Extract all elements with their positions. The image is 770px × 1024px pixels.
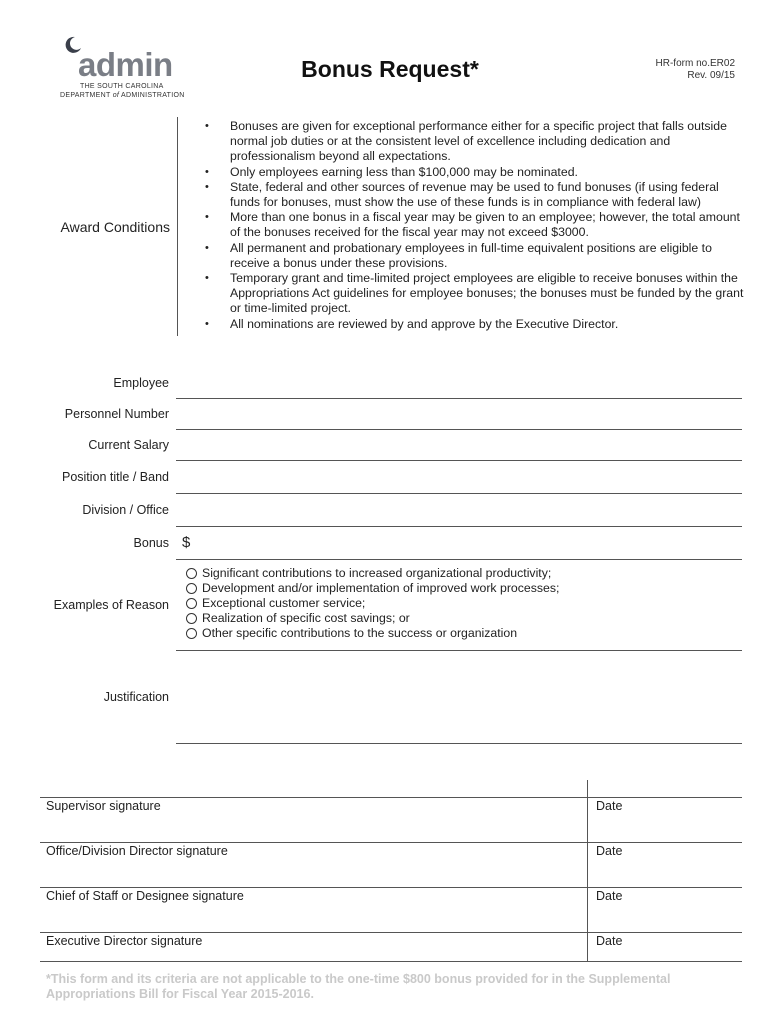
radio-button-icon[interactable]	[186, 568, 197, 579]
footnote: *This form and its criteria are not applicable to the one-time $800 bonus provided for in the Supplemental Appropriations Bill for Fiscal Year 2015-2016.	[46, 972, 671, 1001]
examples-of-reason-label: Examples of Reason	[53, 598, 169, 612]
division-office-label: Division / Office	[82, 503, 169, 517]
condition-item: • Only employees earning less than $100,000 may be nominated.	[205, 165, 745, 180]
personnel-number-label: Personnel Number	[64, 407, 169, 421]
position-title-field[interactable]	[176, 493, 742, 494]
logo-line-1: THE SOUTH CAROLINA	[80, 83, 164, 90]
radio-button-icon[interactable]	[186, 628, 197, 639]
signature-row-top-line	[40, 797, 742, 798]
form-number	[656, 58, 735, 82]
logo-wordmark: admin	[78, 46, 173, 83]
reason-option[interactable]: Realization of specific cost savings; or	[186, 611, 736, 626]
executive-director-signature-field[interactable]	[40, 961, 742, 962]
award-conditions-list	[205, 119, 745, 332]
director-signature-field[interactable]	[40, 887, 742, 888]
executive-director-signature-label: Executive Director signature	[46, 934, 203, 948]
employee-label: Employee	[113, 376, 169, 390]
department-logo	[58, 36, 193, 102]
radio-button-icon[interactable]	[186, 583, 197, 594]
supervisor-date-label: Date	[596, 799, 623, 813]
chief-of-staff-signature-field[interactable]	[40, 932, 742, 933]
reason-option[interactable]: Other specific contributions to the success or organization	[186, 626, 736, 641]
reason-option[interactable]: Significant contributions to increased organizational productivity;	[186, 566, 736, 581]
form-revision: Rev. 09/15	[687, 70, 735, 81]
condition-item: • All permanent and probationary employees in full-time equivalent positions are eligible to receive a bonus under these provisions.	[205, 241, 745, 271]
condition-item: • All nominations are reviewed by and approve by the Executive Director.	[205, 317, 745, 332]
radio-button-icon[interactable]	[186, 598, 197, 609]
reason-option[interactable]: Exceptional customer service;	[186, 596, 736, 611]
employee-field[interactable]	[176, 398, 742, 399]
reason-divider	[176, 650, 742, 651]
condition-item: • Bonuses are given for exceptional performance either for a specific project that falls outside normal job duties or at the consistent level of excellence including dedication and professionalism beyond all expectations.	[205, 119, 745, 165]
radio-button-icon[interactable]	[186, 613, 197, 624]
justification-field[interactable]	[176, 743, 742, 744]
position-title-label: Position title / Band	[61, 470, 169, 484]
reason-options	[186, 566, 736, 641]
logo-line-2: DEPARTMENT of ADMINISTRATION	[60, 92, 185, 99]
bonus-label: Bonus	[133, 536, 169, 550]
condition-item: • State, federal and other sources of revenue may be used to fund bonuses (if using federal funds for bonuses, must show the use of these funds is in compliance with federal law)	[205, 180, 745, 210]
bonus-field[interactable]	[176, 559, 742, 560]
bonus-currency-symbol: $	[182, 534, 191, 551]
award-conditions-divider	[177, 117, 178, 336]
executive-director-date-label: Date	[596, 934, 623, 948]
reason-option[interactable]: Development and/or implementation of improved work processes;	[186, 581, 736, 596]
justification-label: Justification	[103, 690, 169, 704]
current-salary-label: Current Salary	[88, 438, 169, 452]
director-date-label: Date	[596, 844, 623, 858]
current-salary-field[interactable]	[176, 460, 742, 461]
chief-of-staff-date-label: Date	[596, 889, 623, 903]
chief-of-staff-signature-label: Chief of Staff or Designee signature	[46, 889, 244, 903]
form-id: HR-form no.ER02	[655, 58, 735, 69]
condition-item: • Temporary grant and time-limited project employees are eligible to receive bonuses within the Appropriations Act guidelines for employee bonuses; the bonuses must be funded by the grant or time-limited project.	[205, 271, 745, 317]
director-signature-label: Office/Division Director signature	[46, 844, 228, 858]
division-office-field[interactable]	[176, 526, 742, 527]
form-title: Bonus Request*	[301, 56, 479, 82]
award-conditions-label: Award Conditions	[60, 219, 170, 235]
signature-table-divider	[587, 780, 588, 962]
supervisor-signature-field[interactable]	[40, 842, 742, 843]
personnel-number-field[interactable]	[176, 429, 742, 430]
condition-item: • More than one bonus in a fiscal year may be given to an employee; however, the total amount of the bonuses received for the fiscal year may not exceed $3000.	[205, 210, 745, 240]
supervisor-signature-label: Supervisor signature	[46, 799, 161, 813]
